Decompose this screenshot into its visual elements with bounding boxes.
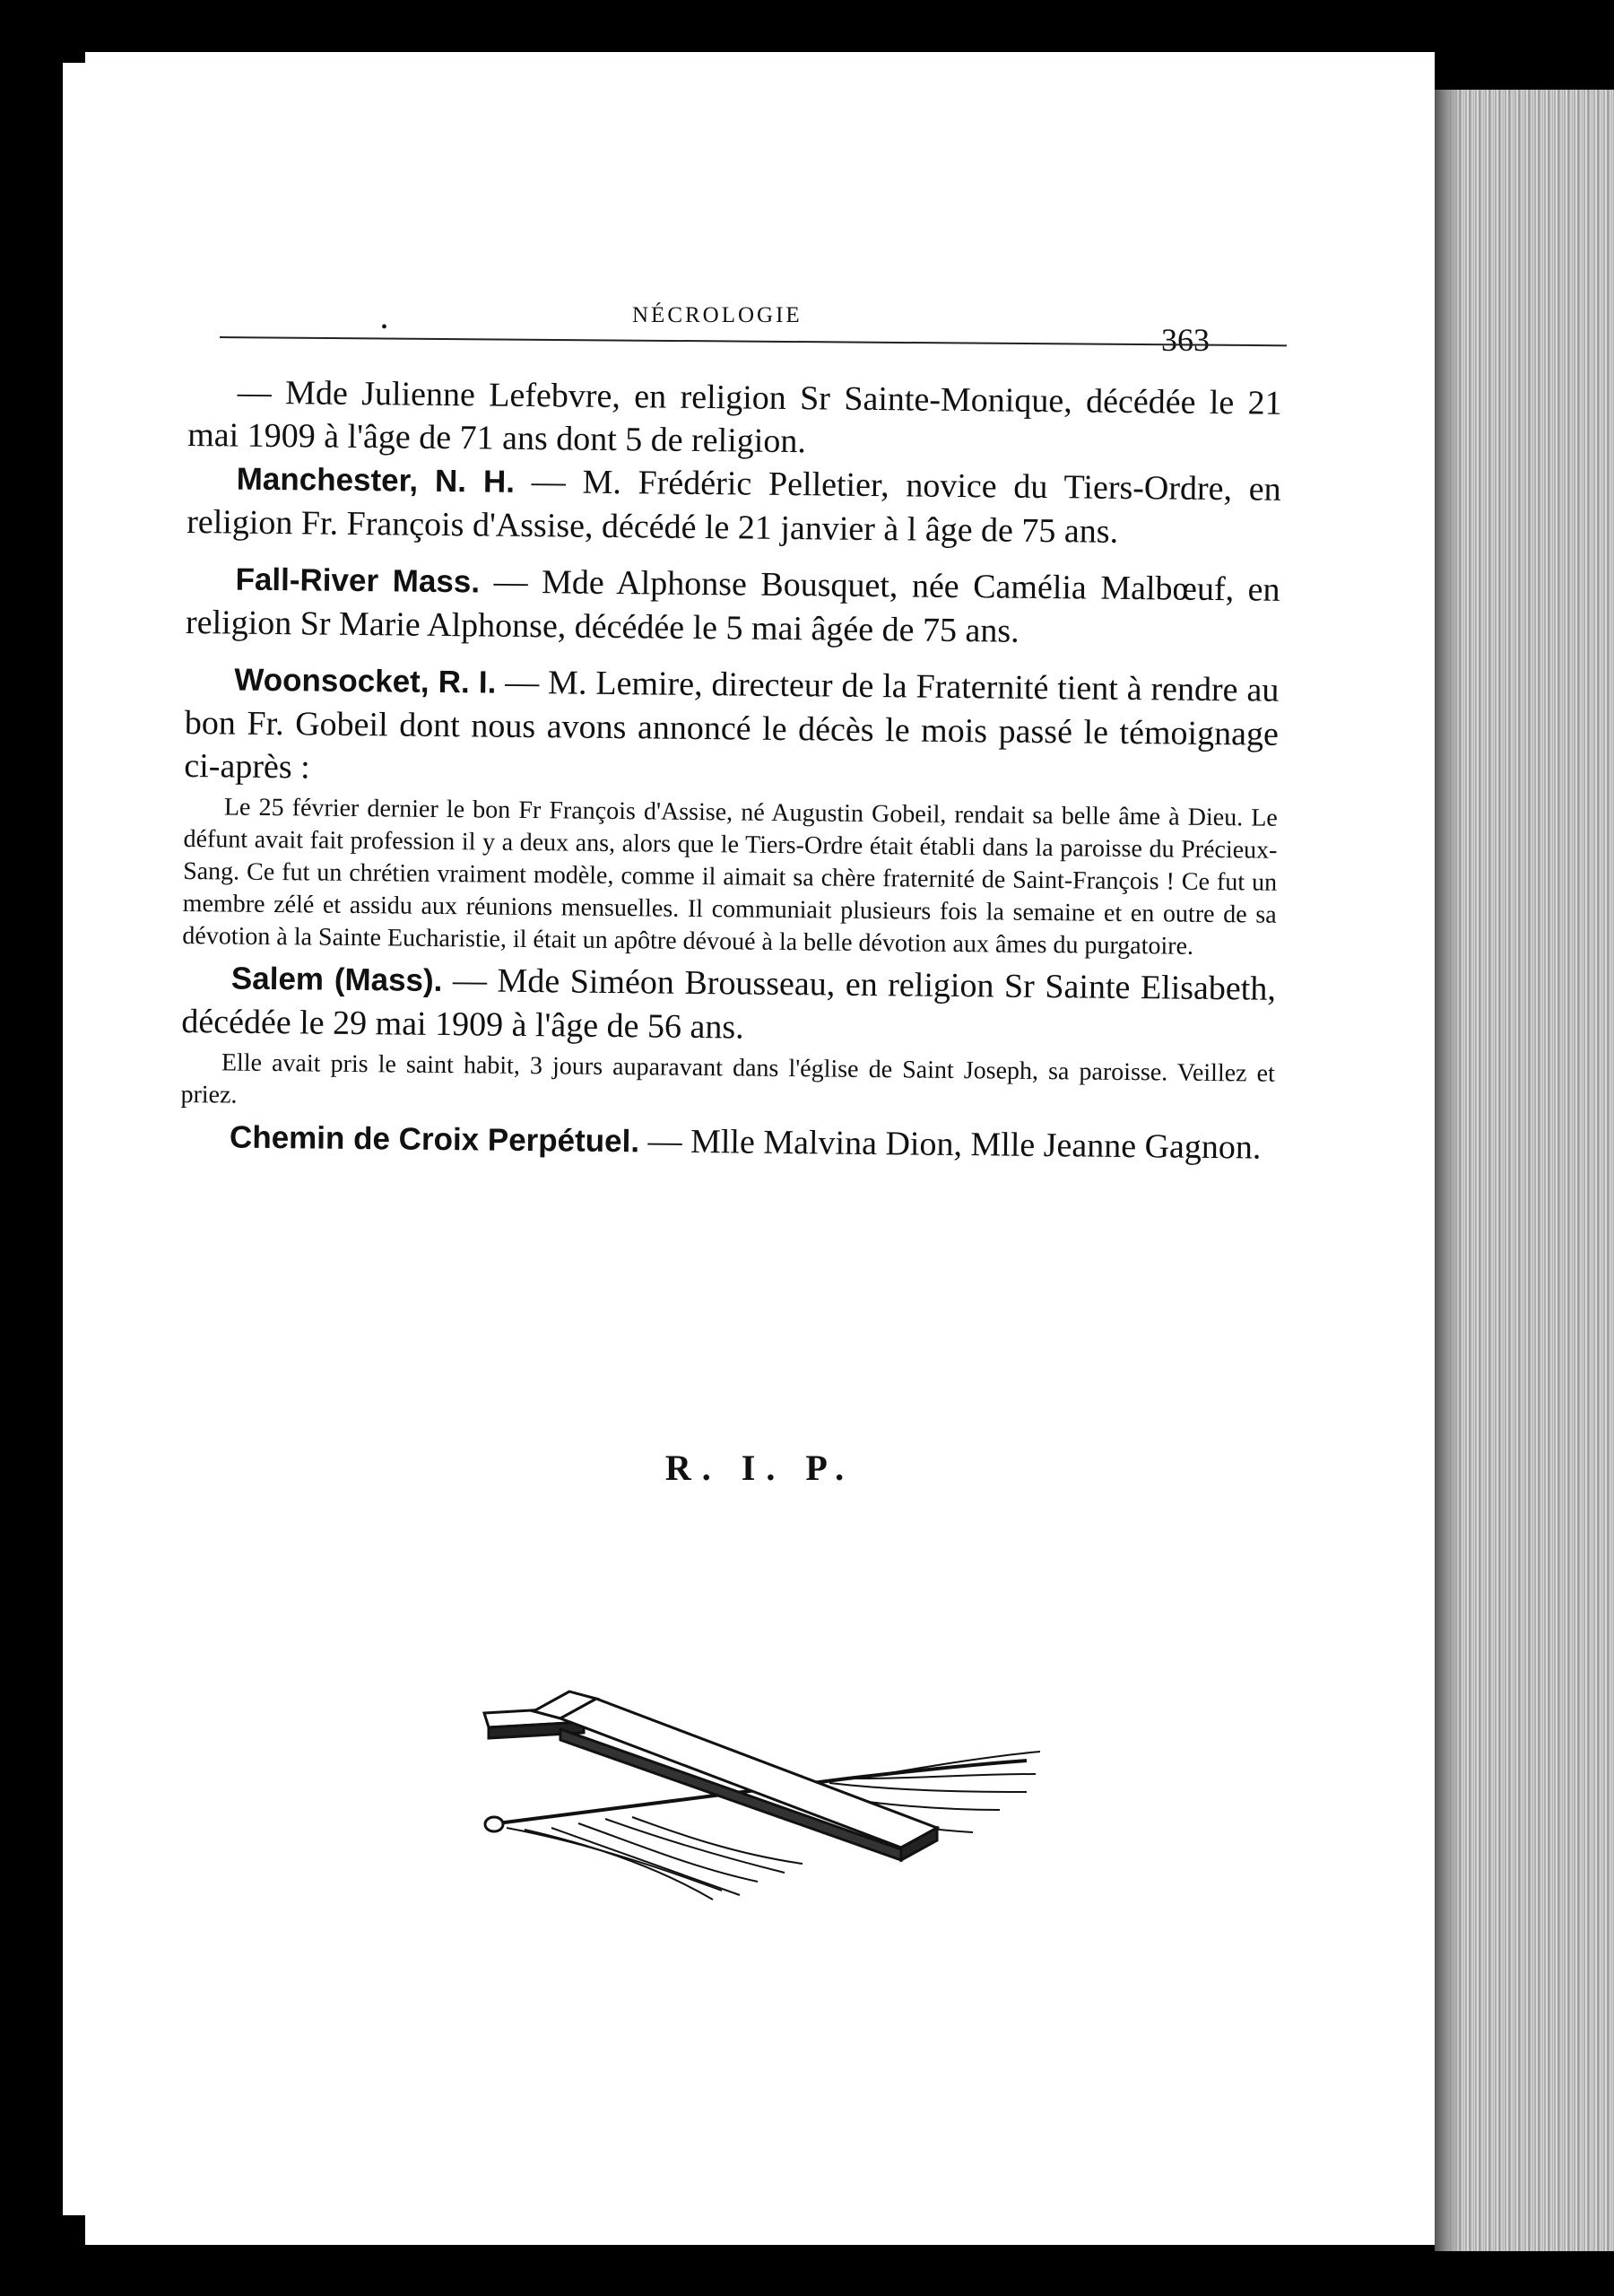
place-heading: Fall-River Mass.: [235, 561, 481, 600]
entry-paragraph: [184, 657, 1279, 799]
entry-text: — Mde Alphonse Bousquet, née Camélia Malbœuf, en religion Sr Marie Alphonse, décédée le 5 mai âgée de 75 ans.: [185, 562, 1280, 650]
cross-and-palm-illustration: [471, 1675, 1045, 1909]
running-title: NÉCROLOGIE: [632, 303, 803, 327]
running-header: [85, 249, 1435, 358]
rip-closing: R. I. P.: [664, 1448, 855, 1488]
place-heading: Manchester, N. H.: [236, 461, 516, 500]
testimony-paragraph: Le 25 février dernier le bon Fr François d'Assise, né Augustin Gobeil, rendait sa belle âme à Dieu. Le défunt avait fait profession il y a deux ans, alors que le Tiers-Ordre était établi dans la paroisse du Précieux-Sang. Ce fut un chrétien vraiment modèle, comme il aimait sa chère fraternité de Saint-François ! Ce fut un membre zélé et assidu aux réunions mensuelles. Il communiait plusieurs fois la semaine et en outre de sa dévotion à la Sainte Eucharistie, il était un apôtre dévoué à la belle dévotion aux âmes du purgatoire.: [182, 793, 1279, 961]
entry-paragraph: [186, 557, 1280, 656]
article-body: [180, 370, 1282, 1170]
header-rule: [220, 336, 1287, 346]
page-number: 363: [1161, 322, 1210, 358]
entry-text: — M. Frédéric Pelletier, novice du Tiers-Ordre, en religion Fr. François d'Assise, décédé le 21 janvier à l âge de 75 ans.: [187, 462, 1281, 551]
place-heading: Chemin de Croix Perpétuel.: [229, 1119, 640, 1160]
place-heading: Salem (Mass).: [230, 961, 443, 999]
book-page-edges: [1435, 90, 1614, 2251]
entry-paragraph: [187, 370, 1282, 468]
left-page-edge: [0, 0, 85, 2296]
entry-text: — M. Lemire, directeur de la Fraternité tient à rendre au bon Fr. Gobeil dont nous avons annoncé le décès le mois passé le témoignage ci-après :: [184, 663, 1280, 787]
entry-text: — Mde Siméon Brousseau, en religion Sr Sainte Elisabeth, décédée le 29 mai 1909 à l'âge de 56 ans.: [181, 961, 1277, 1047]
entry-text: — Mlle Malvina Dion, Mlle Jeanne Gagnon.: [638, 1122, 1262, 1167]
note-paragraph: Elle avait pris le saint habit, 3 jours auparavant dans l'église de Saint Joseph, sa paroisse. Veillez et priez.: [180, 1048, 1276, 1109]
entry-text: — Mde Julienne Lefebvre, en religion Sr Sainte-Monique, décédée le 21 mai 1909 à l'âge de 71 ans dont 5 de religion.: [187, 373, 1282, 461]
entry-paragraph: [181, 956, 1276, 1055]
print-mark: •: [381, 317, 388, 337]
place-heading: Woonsocket, R. I.: [234, 662, 497, 700]
book-page: [85, 52, 1435, 2245]
entry-paragraph: [180, 1115, 1274, 1170]
entry-paragraph: [187, 457, 1281, 555]
book-edge-shadow: [1435, 90, 1462, 2251]
